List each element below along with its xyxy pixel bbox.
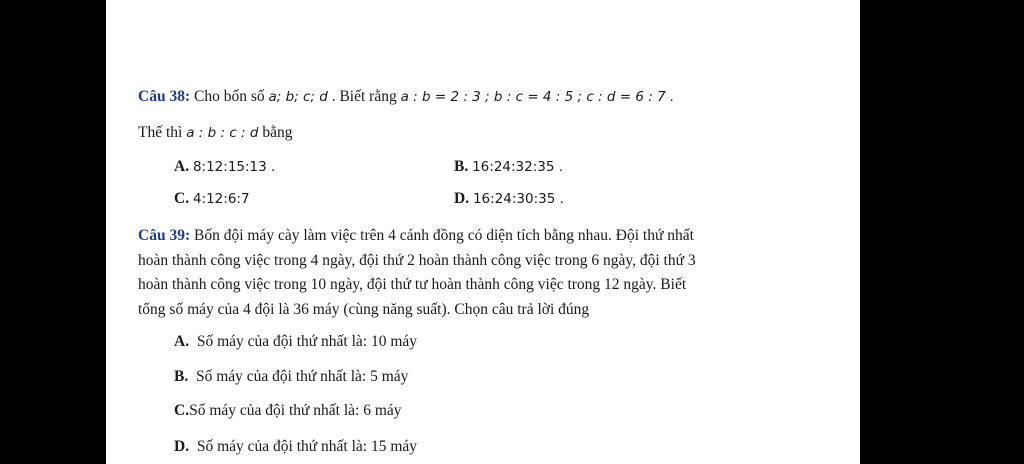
q39-option-b — [174, 368, 408, 386]
q39-option-b-text: Số máy của đội thứ nhất là: 5 máy — [188, 368, 409, 385]
q39-line4: tổng số máy của 4 đội là 36 máy (cùng năng suất). Chọn câu trả lời đúng — [138, 300, 590, 318]
document-page — [106, 0, 860, 464]
q38-vars: a; b; c; d — [268, 89, 328, 105]
q38-line2-prefix: Thế thì — [138, 124, 187, 141]
q38-option-a-text: 8:12:15:13 . — [192, 159, 276, 175]
q39-option-d-label: D. — [174, 438, 190, 455]
q38-option-a — [174, 158, 275, 176]
q38-option-b-text: 16:24:32:35 . — [472, 159, 564, 175]
q39-line3: hoàn thành công việc trong 10 ngày, đội thứ tư hoàn thành công việc trong 12 ngày. Biết — [138, 276, 687, 293]
q39-line1-text: Bốn đội máy cày làm việc trên 4 cánh đồng có diện tích bằng nhau. Đội thứ nhất — [190, 227, 694, 244]
q38-option-d-label: D. — [454, 190, 470, 207]
q39-option-b-label: B. — [174, 368, 189, 385]
q39-label: Câu 39: — [138, 227, 191, 244]
q39-option-d-text: Số máy của đội thứ nhất là: 15 máy — [189, 438, 418, 455]
q39-option-c — [174, 402, 402, 420]
q39-line2: hoàn thành công việc trong 4 ngày, đội thứ 2 hoàn thành công việc trong 6 ngày, đội thứ 3 — [138, 251, 696, 269]
q38-option-d-text: 16:24:30:35 . — [472, 191, 564, 207]
q38-option-b — [454, 158, 563, 176]
q38-option-a-label: A. — [174, 158, 190, 175]
q38-intro: Cho bốn số — [190, 88, 269, 105]
q38-line2 — [138, 124, 292, 142]
q39-option-a-text: Số máy của đội thứ nhất là: 10 máy — [189, 333, 418, 350]
q38-label: Câu 38: — [138, 88, 191, 105]
q38-option-c-label: C. — [174, 190, 190, 207]
q38-ratios: a : b = 2 : 3 ; b : c = 4 : 5 ; c : d = 6 : 7 . — [400, 89, 675, 105]
q38-mid: . Biết rằng — [327, 88, 401, 105]
q39-option-d — [174, 438, 417, 456]
q39-option-c-label: C. — [174, 402, 190, 419]
q39-option-a-label: A. — [174, 333, 190, 350]
q39-paragraph — [138, 224, 828, 322]
q38-line2-math: a : b : c : d — [186, 125, 259, 141]
q38-option-c-text: 4:12:6:7 — [192, 191, 250, 207]
q38-line1 — [138, 88, 674, 106]
q38-option-d — [454, 190, 564, 208]
q38-option-c — [174, 190, 250, 208]
q38-option-b-label: B. — [454, 158, 469, 175]
q38-line2-suffix: bằng — [258, 124, 293, 141]
q39-line1 — [138, 224, 828, 249]
q39-option-c-text: Số máy của đội thứ nhất là: 6 máy — [189, 402, 402, 419]
q39-option-a — [174, 333, 417, 351]
